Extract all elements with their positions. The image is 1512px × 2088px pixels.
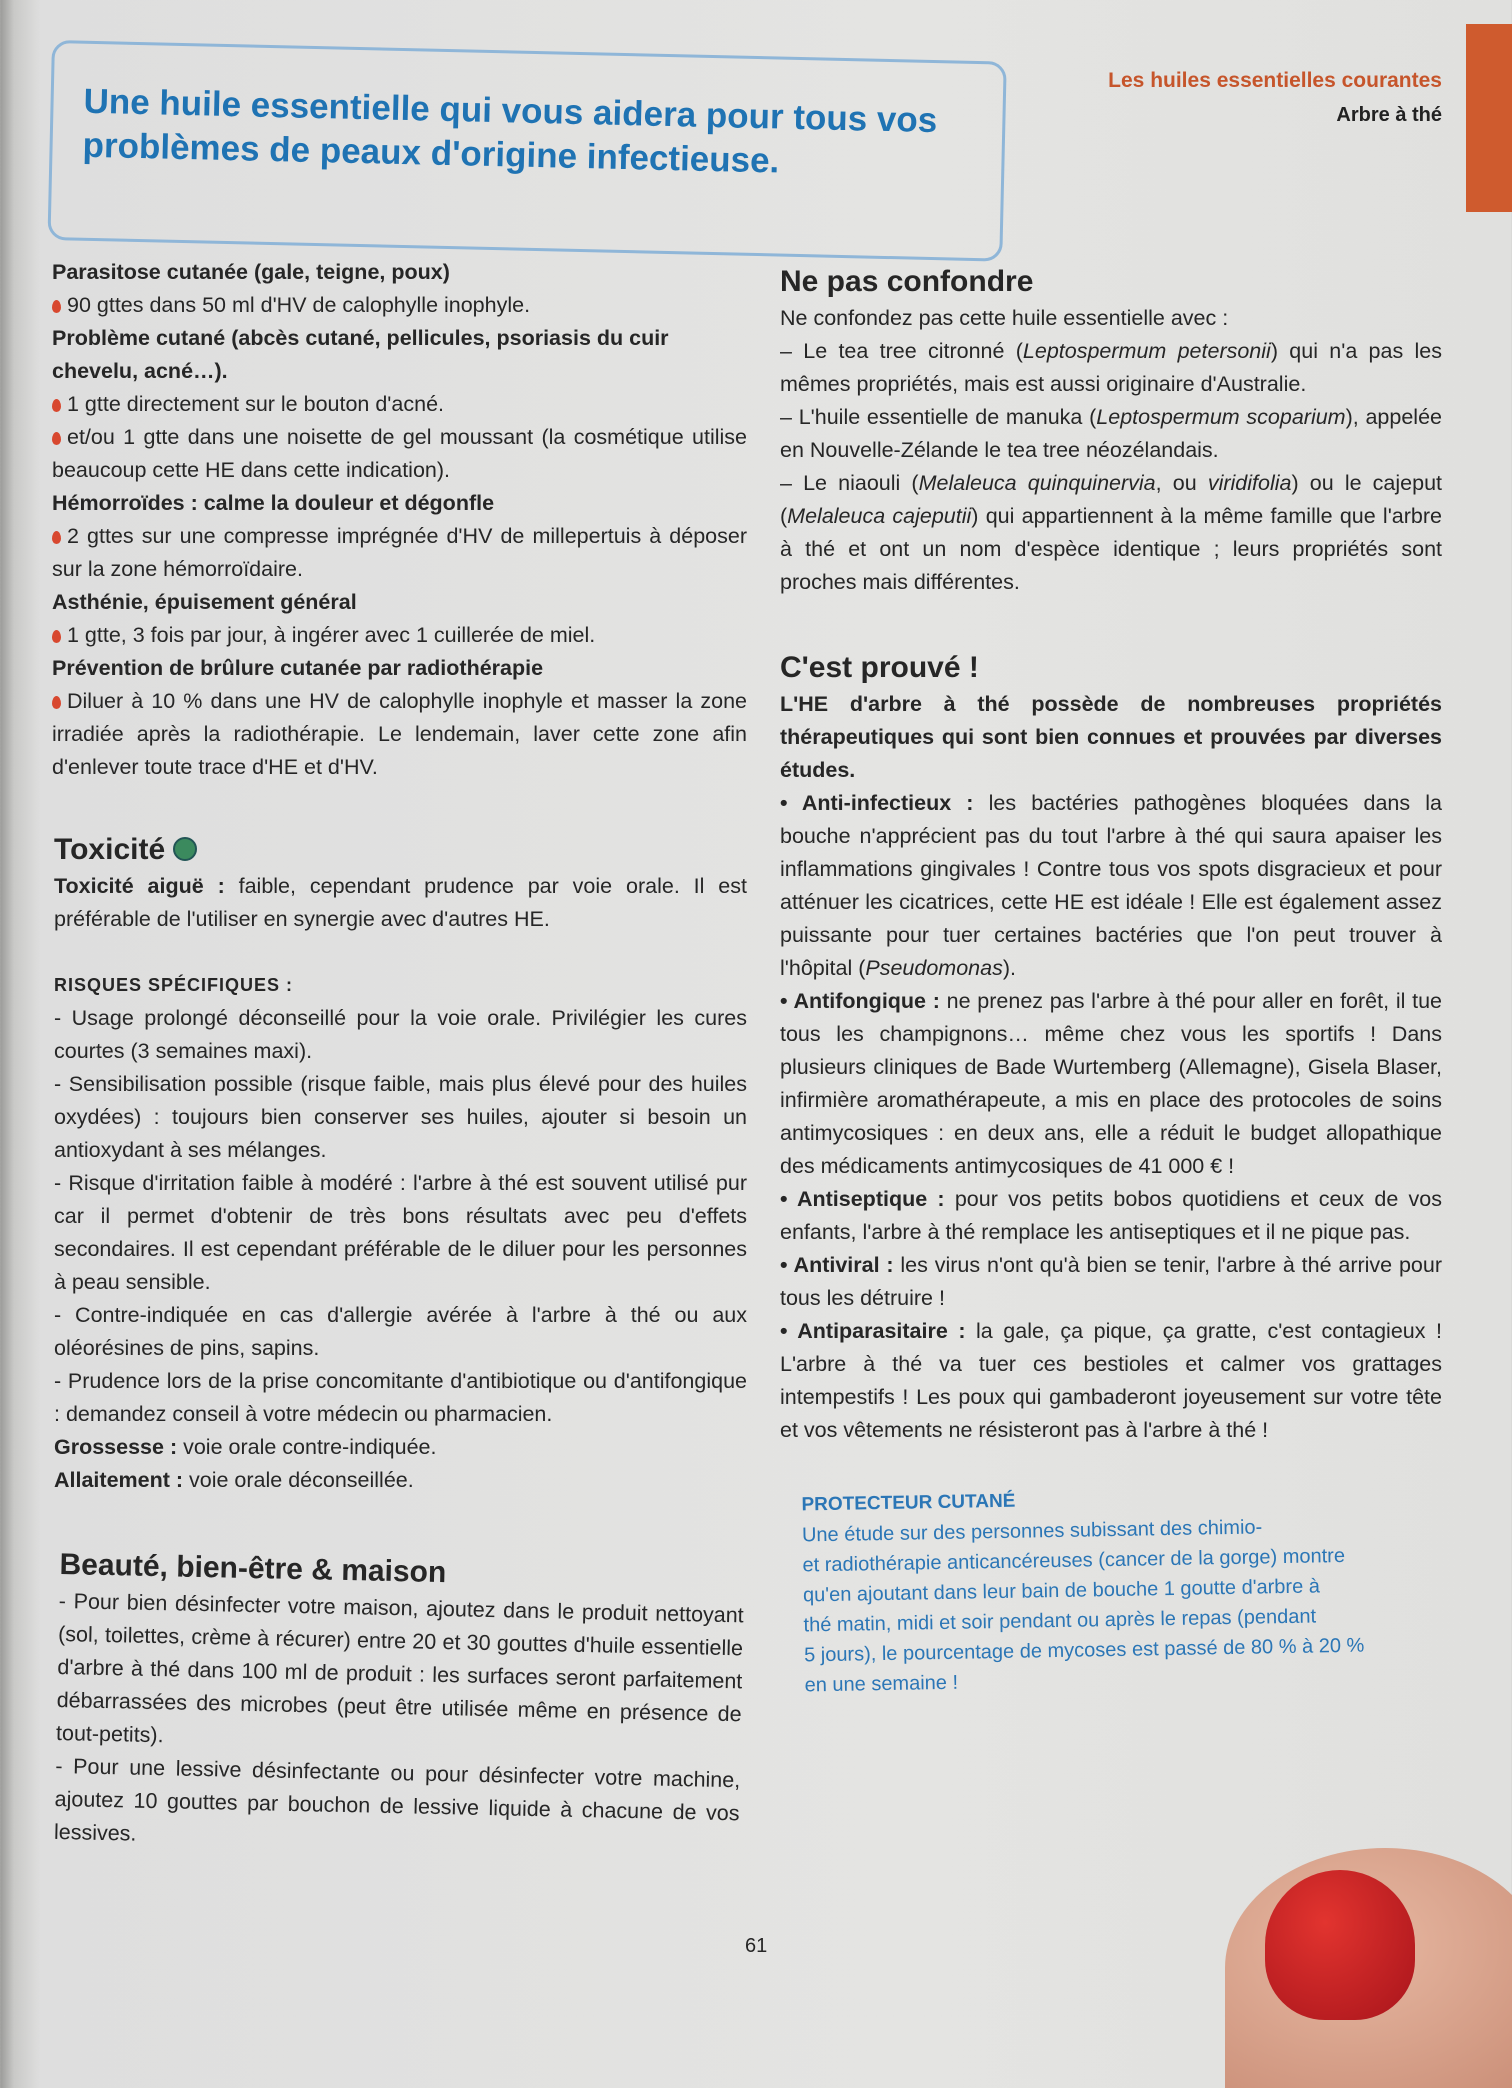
text: 90 gttes dans 50 ml d'HV de calophylle inophyle. [67,293,531,317]
text: ne prenez pas l'arbre à thé pour aller en forêt, il tue tous les champignons… même chez vous les sportifs ! Dans plusieurs cliniques de Bade Wurtemberg (Allemagne), Gisela Blaser, infirmière aromathérapeute, a mis en place des protocoles de soins antimycosiques : en deux ans, elle a réduit le budget allopathique des médicaments antimycosiques de 41 000 € ! [780,989,1442,1178]
text: Asthénie, épuisement général [52,590,357,614]
subheading [52,256,747,289]
paragraph [52,619,747,652]
text: la gale, ça pique, ça gratte, c'est contagieux ! L'arbre à thé va tuer ces bestioles et calmer vos grattages intempestifs ! Les poux qui gambaderont joyeusement sur votre tête et vos vêtements ne résisteront pas à l'arbre à thé ! [780,1319,1442,1442]
text: - Usage prolongé déconseillé pour la voie orale. Privilégier les cures courtes (3 semaines maxi). [54,1006,747,1063]
drop-icon [52,630,61,643]
drop-icon [52,531,61,544]
toxicity-list [54,870,747,1497]
text: 2 gttes sur une compresse imprégnée d'HV de millepertuis à déposer sur la zone hémorroïdaire. [52,524,747,581]
text: - Pour une lessive désinfectante ou pour désinfecter votre machine, ajoutez 10 gouttes par bouchon de lessive liquide à chacune de vos lessives. [53,1753,741,1846]
paragraph [54,1167,747,1299]
toxicity-title: Toxicité [54,833,166,866]
paragraph [780,335,1442,401]
bold-text: • Antifongique : [780,989,940,1013]
toxicity-section [54,830,747,1497]
paragraph [780,1249,1442,1315]
text: Ne confondez pas cette huile essentielle avec : [780,306,1229,330]
text: Diluer à 10 % dans une HV de calophylle inophyle et masser la zone irradiée après la radiothérapie. Le lendemain, laver cette zone afin d'enlever toute trace d'HE et d'HV. [52,689,747,779]
paragraph [54,1750,741,1863]
text: ) ou le cajeput ( [780,471,1443,528]
text: voie orale contre-indiquée. [177,1435,437,1459]
paragraph [54,1365,747,1431]
bold-text: Allaitement : [54,1468,184,1492]
spacer [54,936,747,969]
text: - Risque d'irritation faible à modéré : l'arbre à thé est souvent utilisé pur car il permet d'obtenir de très bons résultats avec peu d'effets secondaires. Il est cependant préférable de le diluer pour les personnes à peau sensible. [54,1171,747,1294]
text: faible, cependant prudence par voie orale. Il est préférable de l'utiliser en synergie avec d'autres HE. [54,874,747,931]
text: – L'huile essentielle de manuka ( [780,405,1097,429]
beauty-heading: Beauté, bien-être & maison [59,1547,447,1590]
toxicity-heading [54,830,747,870]
paragraph [780,1183,1442,1249]
protector-line: Une étude sur des personnes subissant des chimio- [801,1516,1263,1547]
text: Parasitose cutanée (gale, teigne, poux) [52,260,450,284]
italic-text: Melaleuca quinquinervia [918,471,1156,495]
bold-text: Grossesse : [54,1435,178,1459]
paragraph [52,520,747,586]
paragraph [52,289,747,322]
subheading [52,586,747,619]
paragraph [54,870,747,936]
protector-line: 5 jours), le pourcentage de mycoses est passé de 80 % à 20 % [803,1634,1365,1667]
protector-line: qu'en ajoutant dans leur bain de bouche 1 goutte d'arbre à [802,1575,1321,1607]
protector-line: en une semaine ! [804,1671,959,1697]
bold-text: • Anti-infectieux : [780,791,974,815]
text: – Le tea tree citronné ( [780,339,1023,363]
italic-text: Melaleuca cajeputii [787,504,972,528]
paragraph [780,302,1442,335]
fingernail-photo [1265,1870,1415,2020]
italic-text: viridifolia [1207,471,1292,495]
paragraph [780,467,1442,599]
bold-text: L'HE d'arbre à thé possède de nombreuses propriétés thérapeutiques qui sont bien connues et prouvées par diverses études. [780,692,1442,782]
text: , ou [1155,471,1208,495]
text: Problème cutané (abcès cutané, pellicules, psoriasis du cuir chevelu, acné…). [52,326,669,383]
paragraph [52,685,747,784]
running-header [1108,64,1442,132]
text: voie orale déconseillée. [183,1468,414,1492]
text: et/ou 1 gtte dans une noisette de gel moussant (la cosmétique utilise beaucoup cette HE dans cette indication). [52,425,747,482]
proven-heading: C'est prouvé ! [780,651,979,684]
text: ) qui appartiennent à la même famille que l'arbre à thé et ont un nom d'espèce identique ; leurs propriétés sont proches mais différentes. [780,504,1442,594]
paragraph [780,1315,1442,1447]
drop-icon [52,432,61,445]
drop-icon [52,300,61,313]
protector-line: thé matin, midi et soir pendant ou après le repas (pendant [803,1605,1317,1637]
confusion-heading: Ne pas confondre [780,265,1034,298]
text: Hémorroïdes : calme la douleur et dégonfle [52,491,495,515]
beauty-list [54,1585,744,1863]
subheading [52,487,747,520]
text: ). [1002,956,1016,980]
chapter-title: Arbre à thé [1336,104,1442,126]
text: – Le niaouli ( [780,471,919,495]
text: - Prudence lors de la prise concomitante d'antibiotique ou d'antifongique : demandez conseil à votre médecin ou pharmacien. [54,1369,747,1426]
text: ) qui n'a pas les mêmes propriétés, mais est aussi originaire d'Australie. [780,339,1442,396]
proven-list [780,688,1442,1447]
text: - Pour bien désinfecter votre maison, ajoutez dans le produit nettoyant (sol, toilettes, crème à récurer) entre 20 et 30 gouttes d'huile essentielle d'arbre à thé dans 100 ml de produit : les surfaces seront parfaitement débarrassées des microbes (peut être utilisée même en présence de tout-petits). [55,1588,744,1748]
paragraph [52,421,747,487]
protector-box [801,1480,1425,1701]
bold-text: • Antiseptique : [780,1187,945,1211]
paragraph [54,1002,747,1068]
paragraph [54,1431,747,1464]
text: - Sensibilisation possible (risque faible, mais plus élevé pour des huiles oxydées) : toujours bien conserver ses huiles, ajouter si besoin un antioxydant à ses mélanges. [54,1072,747,1162]
indications-section [52,256,747,784]
text: 1 gtte, 3 fois par jour, à ingérer avec 1 cuillerée de miel. [67,623,596,647]
subheading [52,322,747,388]
section-title: Les huiles essentielles courantes [1108,69,1442,92]
headline: Une huile essentielle qui vous aidera pour tous vos problèmes de peaux d'origine infectieuse. [82,81,938,181]
italic-text: Pseudomonas [865,956,1003,980]
text: - Contre-indiquée en cas d'allergie avérée à l'arbre à thé ou aux oléorésines de pins, sapins. [54,1303,747,1360]
text: les bactéries pathogènes bloquées dans la bouche n'apprécient pas du tout l'arbre à thé qui saura apaiser les inflammations gingivales ! Contre tous vos spots disgracieux et pour atténuer les cicatrices, cette HE est idéale ! Elle est également assez puissante pour tuer certaines bactéries que l'on peut trouver à l'hôpital ( [780,791,1442,980]
bold-text: Toxicité aiguë : [54,874,225,898]
confusion-section [780,262,1442,599]
paragraph [780,985,1442,1183]
text: les virus n'ont qu'à bien se tenir, l'arbre à thé arrive pour tous les détruire ! [780,1253,1442,1310]
text: RISQUES SPÉCIFIQUES : [54,975,294,995]
beauty-section [54,1545,745,1863]
paragraph [780,688,1442,787]
subheading [52,652,747,685]
text: 1 gtte directement sur le bouton d'acné. [67,392,445,416]
text: ), appelée en Nouvelle-Zélande le tea tree néozélandais. [780,405,1442,462]
paragraph [56,1585,744,1764]
headline-box [47,40,1006,262]
drop-icon [52,399,61,412]
paragraph [780,401,1442,467]
paragraph [54,1299,747,1365]
drop-icon [52,696,61,709]
paragraph [54,1068,747,1167]
protector-title: PROTECTEUR CUTANÉ [801,1490,1016,1516]
chapter-tab [1466,24,1512,212]
risks-heading [54,969,747,1002]
paragraph [54,1464,747,1497]
paragraph [780,787,1442,985]
bold-text: • Antiparasitaire : [780,1319,966,1343]
page-number: 61 [745,1935,768,1957]
paragraph [52,388,747,421]
text: pour vos petits bobos quotidiens et ceux de vos enfants, l'arbre à thé remplace les antiseptiques et il ne pique pas. [780,1187,1442,1244]
bold-text: • Antiviral : [780,1253,894,1277]
italic-text: Leptospermum petersonii [1022,339,1271,363]
italic-text: Leptospermum scoparium [1096,405,1346,429]
indications-list [52,256,747,784]
text: Prévention de brûlure cutanée par radiothérapie [52,656,544,680]
confusion-list [780,302,1442,599]
protector-line: et radiothérapie anticancéreuses (cancer de la gorge) montre [802,1544,1346,1577]
proven-section [780,648,1442,1447]
toxicity-level-dot-icon [173,837,197,861]
